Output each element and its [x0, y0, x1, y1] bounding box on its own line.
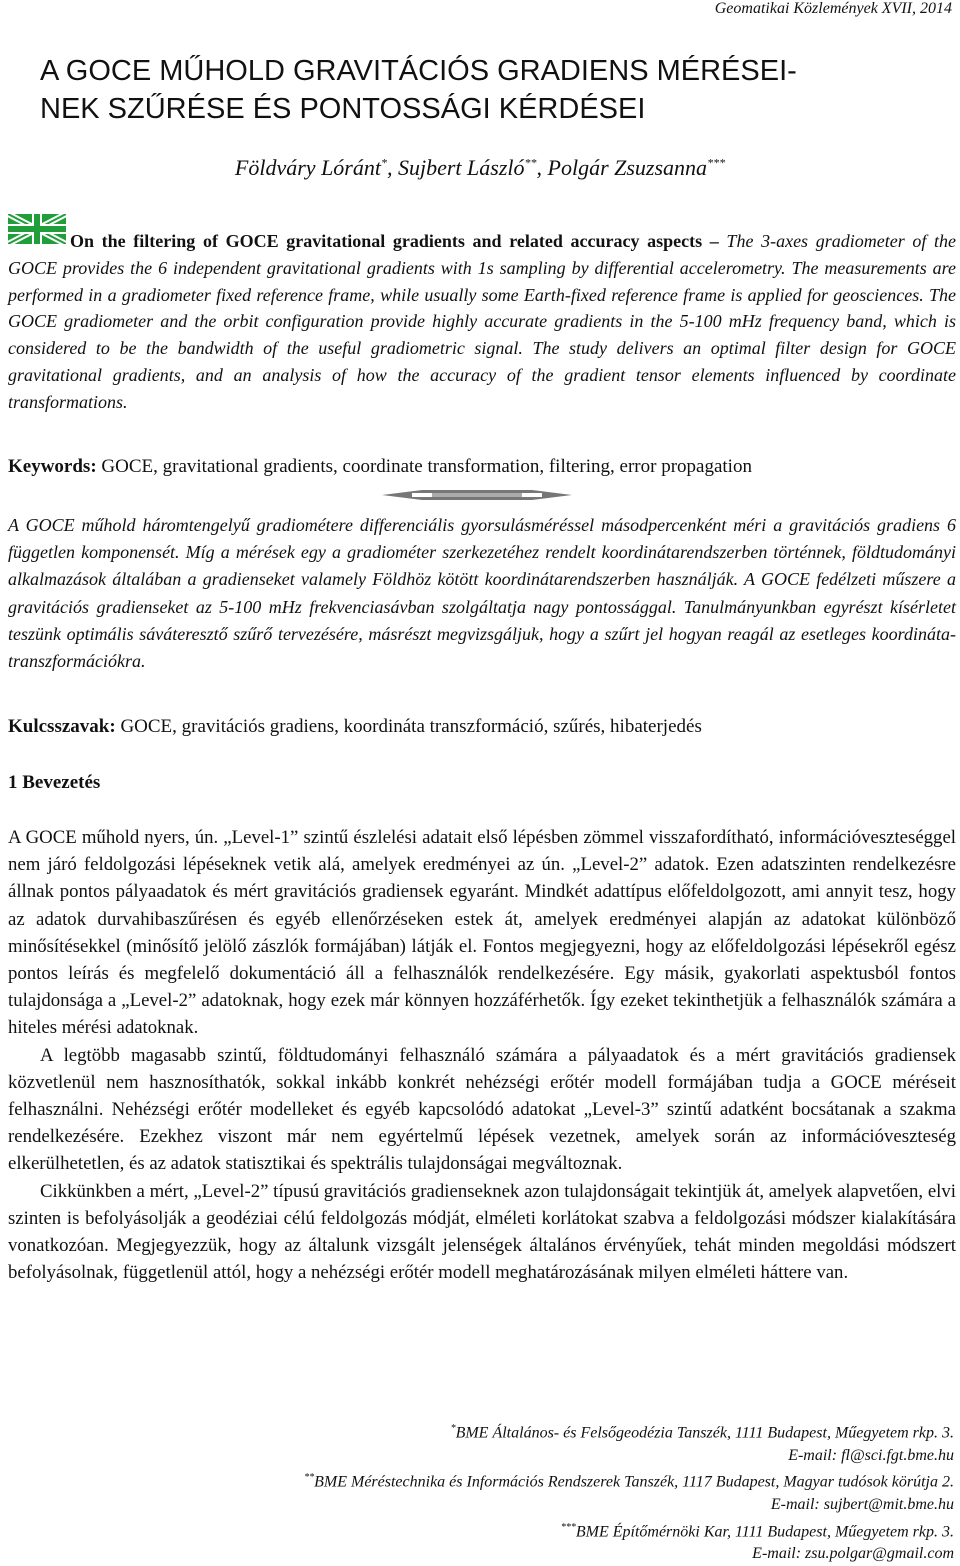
abstract-english-body: The 3-axes gradiometer of the GOCE provides the 6 independent gravitational gradients with 1s sampling by differential accelerometry. The measurements are performed in a gradiometer fixed reference frame, while usually some Earth-fixed reference frame is applied for geosciences. The GOCE gradiometer and the orbit configuration provide highly accurate gradients in the 5-100 mHz frequency band, which is considered to be the bandwidth of the useful gradiometric signal. The study delivers an optimal filter design for GOCE gravitational gradients, and an analysis of how the accuracy of the gradient tensor elements influenced by coordinate transformations.	[8, 231, 956, 412]
footnotes	[54, 1418, 954, 1566]
paper-title	[40, 52, 920, 128]
body-text	[8, 824, 956, 1286]
keywords-hu-label: Kulcsszavak:	[8, 716, 116, 737]
footnote-1-email: E-mail: fl@sci.fgt.bme.hu	[788, 1446, 954, 1464]
author-separator: ,	[386, 155, 398, 180]
keywords-label: Keywords:	[8, 456, 97, 477]
footnote-3-mark: ***	[560, 1521, 576, 1533]
section-divider-ornament	[382, 489, 572, 501]
footnote-2-mark: **	[304, 1472, 315, 1484]
footnote-2	[54, 1467, 954, 1494]
author-3: Polgár Zsuzsanna	[547, 155, 708, 180]
paragraph-3: Cikkünkben a mért, „Level-2” típusú gravitációs gradienseknek azon tulajdonságait tekintjük át, amelyek alapvetően, elvi szinten is befolyásolják a geodéziai célú feldolgozás módját, elméleti korlátokat szabva a feldolgozási módszer kialakítására vonatkozóan. Megjegyezzük, hogy az általunk vizsgált jelenségek általános érvényűek, tehát minden megoldási módszert befolyásolnak, függetlenül attól, hogy a nehézségi erőtér modell meghatározásának milyen elméleti háttere van.	[8, 1180, 956, 1284]
keywords-english	[8, 456, 956, 478]
section-heading: 1 Bevezetés	[8, 772, 101, 793]
author-1-mark: *	[380, 155, 387, 170]
footnote-2-affiliation: BME Méréstechnika és Információs Rendszerek Tanszék, 1117 Budapest, Magyar tudósok körútja 2.	[314, 1473, 954, 1491]
footnote-2-email: E-mail: sujbert@mit.bme.hu	[770, 1496, 954, 1514]
footnote-1-affiliation: BME Általános- és Felsőgeodézia Tanszék, 1111 Budapest, Műegyetem rkp. 3.	[455, 1424, 954, 1442]
keywords-hu-text: GOCE, gravitációs gradiens, koordináta transzformáció, szűrés, hibaterjedés	[115, 716, 702, 737]
abstract-english	[8, 228, 956, 416]
title-line-2: NEK SZŰRÉSE ÉS PONTOSSÁGI KÉRDÉSEI	[40, 93, 646, 125]
author-separator: ,	[536, 155, 548, 180]
author-3-mark: ***	[707, 155, 726, 170]
paragraph-1: A GOCE műhold nyers, ún. „Level-1” szintű észlelési adatait első lépésben zömmel visszafordítható, információveszteséggel nem járó feldolgozási lépéseknek vetik alá, amelyek eredményei az ún. „Level-2” adatok. Ezen adatszinten rendelkezésre állnak pontos pályaadatok és mért gravitációs gradiensek egyaránt. Mindkét adattípus előfeldolgozott, ami annyit tesz, hogy az adatok durvahibaszűrésen és egyéb ellenőrzéseken estek át, amelyek eredményei alapján az adatokat különböző minősítésekkel (minősítő jelölő zászlók formájában) látják el. Fontos megjegyezni, hogy az előfeldolgozási lépésekről egész pontos leírás és megfelelő dokumentáció áll a felhasználók rendelkezésére. Egy másik, gyakorlati aspektusból fontos tulajdonsága a „Level-2” adatoknak, hogy ezek már könnyen hozzáférhetők. Így ezeket tekinthetjük a felhasználók számára a hiteles mérési adatoknak.	[8, 827, 956, 1039]
title-line-1: A GOCE MŰHOLD GRAVITÁCIÓS GRADIENS MÉRÉSEI-	[40, 55, 797, 87]
footnote-3	[54, 1517, 954, 1544]
footnote-1-mark: *	[450, 1423, 456, 1434]
footnote-3-affiliation: BME Építőmérnöki Kar, 1111 Budapest, Műegyetem rkp. 3.	[575, 1522, 954, 1540]
author-2-mark: **	[524, 155, 537, 170]
keywords-hungarian	[8, 716, 956, 738]
footnote-1	[54, 1418, 954, 1445]
author-2: Sujbert László	[397, 155, 525, 180]
author-list	[0, 155, 960, 181]
footnote-3-email: E-mail: zsu.polgar@gmail.com	[752, 1545, 954, 1563]
abstract-hungarian: A GOCE műhold háromtengelyű gradiométere differenciális gyorsulásméréssel másodpercenként méri a gravitációs gradiens 6 független komponensét. Míg a mérések egy a gradiométer szerkezetéhez rendelt koordinátarendszerben történnek, földtudományi alkalmazások általában a gradienseket valamely Földhöz kötött koordinátarendszerben használják. A GOCE fedélzeti műszere a gravitációs gradienseket az 5-100 mHz frekvenciasávban szolgáltatja nagy pontossággal. Tanulmányunkban egyrészt kísérletet teszünk optimális sáváteresztő szűrő tervezésére, másrészt megvizsgáljuk, hogy a szűrt jel hogyan reagál az esetleges koordináta-transzformációkra.	[8, 515, 956, 672]
abstract-english-title: On the filtering of GOCE gravitational gradients and related accuracy aspects –	[70, 231, 719, 251]
paragraph-2: A legtöbb magasabb szintű, földtudományi felhasználó számára a pályaadatok és a mért gravitációs gradiensek közvetlenül nem hasznosíthatók, sokkal inkább konkrét nehézségi erőtér modell formájában tudja a GOCE méréseit felhasználni. Nehézségi erőtér modelleket és egyéb kapcsolódó adatokat „Level-3” szintű adatként bocsátanak a szakma rendelkezésére. Ezekhez viszont már nem egyértelmű lépések vezetnek, amelyek során az információveszteség elkerülhetetlen, és az adatok statisztikai és spektrális tulajdonságai megváltoznak.	[8, 1044, 956, 1175]
journal-header: Geomatikai Közlemények XVII, 2014	[714, 0, 952, 17]
author-1: Földváry Lóránt	[234, 155, 381, 180]
keywords-text: GOCE, gravitational gradients, coordinate transformation, filtering, error propagation	[96, 456, 752, 477]
